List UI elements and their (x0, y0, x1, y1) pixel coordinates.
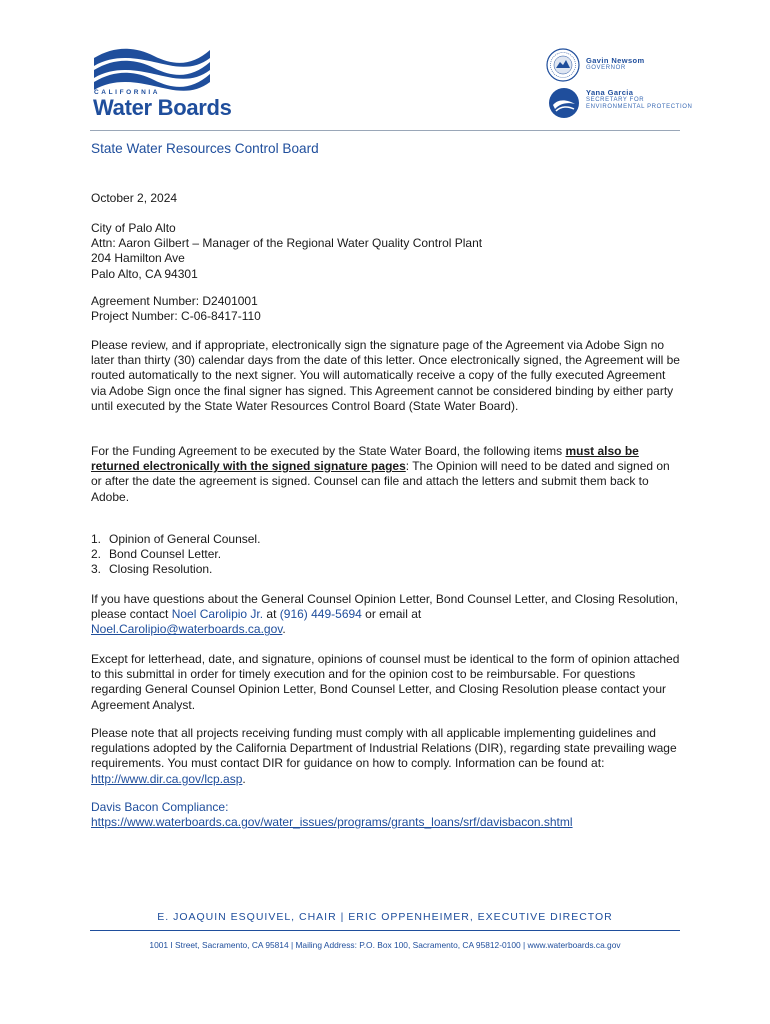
secretary-name: Yana Garcia (586, 88, 634, 97)
davis-bacon-section (91, 800, 681, 830)
list-item (91, 562, 681, 577)
paragraph-prevailing-wage-end: . (242, 771, 246, 786)
letter-date: October 2, 2024 (91, 191, 178, 205)
secretary-title: SECRETARY FOR (586, 97, 645, 103)
paragraph-questions-at: at (263, 607, 280, 622)
logo-water-boards-text: Water Boards (93, 95, 232, 120)
paragraph-opinion-requirements: Except for letterhead, date, and signature, opinions of counsel must be identical to the form of opinion attached to this submittal in order for timely execution and for the opinion cost to be reimbursable. For questions regarding General Counsel Opinion Letter, Bond Counsel Letter, and Closing Resolution please contact your Agreement Analyst. (91, 652, 680, 712)
contact-email-link[interactable]: Noel.Carolipio@waterboards.ca.gov (91, 622, 283, 637)
reference-numbers (91, 294, 681, 324)
list-item-number: 3. (91, 562, 102, 577)
list-item-text: Bond Counsel Letter. (109, 547, 222, 562)
footer-divider (90, 930, 680, 931)
list-item-text: Opinion of General Counsel. (109, 532, 261, 546)
list-item-number: 2. (91, 547, 102, 562)
recipient-line: Attn: Aaron Gilbert – Manager of the Regional Water Quality Control Plant (91, 236, 483, 251)
paragraph-questions (91, 592, 681, 638)
list-item-text: Closing Resolution. (109, 562, 213, 577)
board-name: State Water Resources Control Board (91, 141, 319, 156)
list-item (91, 547, 681, 562)
paragraph-funding-end: : The Opinion will need to be dated and signed on or after the date the agreement is signed. Counsel can file and attach the letters and submit them back to Adobe. (91, 459, 670, 504)
agreement-number: Agreement Number: D2401001 (91, 294, 258, 308)
contact-name-link[interactable]: Noel Carolipio Jr. (171, 607, 264, 622)
davis-bacon-label: Davis Bacon Compliance: (91, 800, 229, 814)
recipient-line: 204 Hamilton Ave (91, 251, 185, 266)
footer-address: 1001 I Street, Sacramento, CA 95814 | Mailing Address: P.O. Box 100, Sacramento, CA 95812-0100 | www.waterboards.ca.gov (149, 940, 621, 950)
water-boards-logo-waves-icon (92, 44, 212, 92)
paragraph-funding-intro: For the Funding Agreement to be executed by the State Water Board, the following items (91, 444, 566, 458)
paragraph-questions-email-intro: or email at (361, 607, 422, 622)
paragraph-funding-items (91, 444, 681, 505)
logo-california-text: CALIFORNIA (94, 89, 161, 96)
paragraph-prevailing-wage (91, 726, 681, 787)
footer-leadership: E. JOAQUIN ESQUIVEL, CHAIR | ERIC OPPENHEIMER, EXECUTIVE DIRECTOR (157, 911, 613, 923)
paragraph-funding-emphasis: must also be returned electronically with the signed signature pages (91, 444, 639, 474)
recipient-line: Palo Alto, CA 94301 (91, 266, 198, 281)
dir-lcp-link[interactable]: http://www.dir.ca.gov/lcp.asp (91, 771, 243, 786)
california-state-seal-icon (546, 48, 580, 82)
paragraph-review-sign: Please review, and if appropriate, electronically sign the signature page of the Agreement via Adobe Sign no later than thirty (30) calendar days from the date of this letter. Once electronically signed, the Agreement will be routed automatically to the next signer. You will automatically receive a copy of the fully executed Agreement via Adobe Sign once the final signer has signed. This Agreement cannot be considered binding by either party until executed by the State Water Resources Control Board (State Water Board). (91, 338, 680, 413)
recipient-line: City of Palo Alto (91, 221, 176, 235)
list-item (91, 532, 681, 547)
header-divider (90, 130, 680, 131)
governor-name: Gavin Newsom (586, 56, 645, 65)
paragraph-prevailing-wage-text: Please note that all projects receiving funding must comply with all applicable implementing guidelines and regulations adopted by the California Department of Industrial Relations (DIR), regarding state prevailing wage requirements. You must contact DIR for guidance on how to comply. Information can be found at: (91, 726, 677, 771)
paragraph-questions-end: . (282, 622, 286, 637)
secretary-title-line2: ENVIRONMENTAL PROTECTION (586, 104, 693, 110)
governor-title: GOVERNOR (586, 65, 626, 71)
davis-bacon-link[interactable]: https://www.waterboards.ca.gov/water_issues/programs/grants_loans/srf/davisbacon.shtml (91, 815, 573, 830)
recipient-address (91, 221, 681, 282)
contact-phone-link[interactable]: (916) 449-5694 (279, 607, 362, 622)
required-items-list (91, 532, 681, 578)
list-item-number: 1. (91, 532, 102, 546)
project-number: Project Number: C-06-8417-110 (91, 309, 261, 324)
calepa-logo-icon (548, 87, 580, 119)
paragraph-questions-text: If you have questions about the General Counsel Opinion Letter, Bond Counsel Letter, and Closing Resolution, please contact (91, 592, 679, 622)
